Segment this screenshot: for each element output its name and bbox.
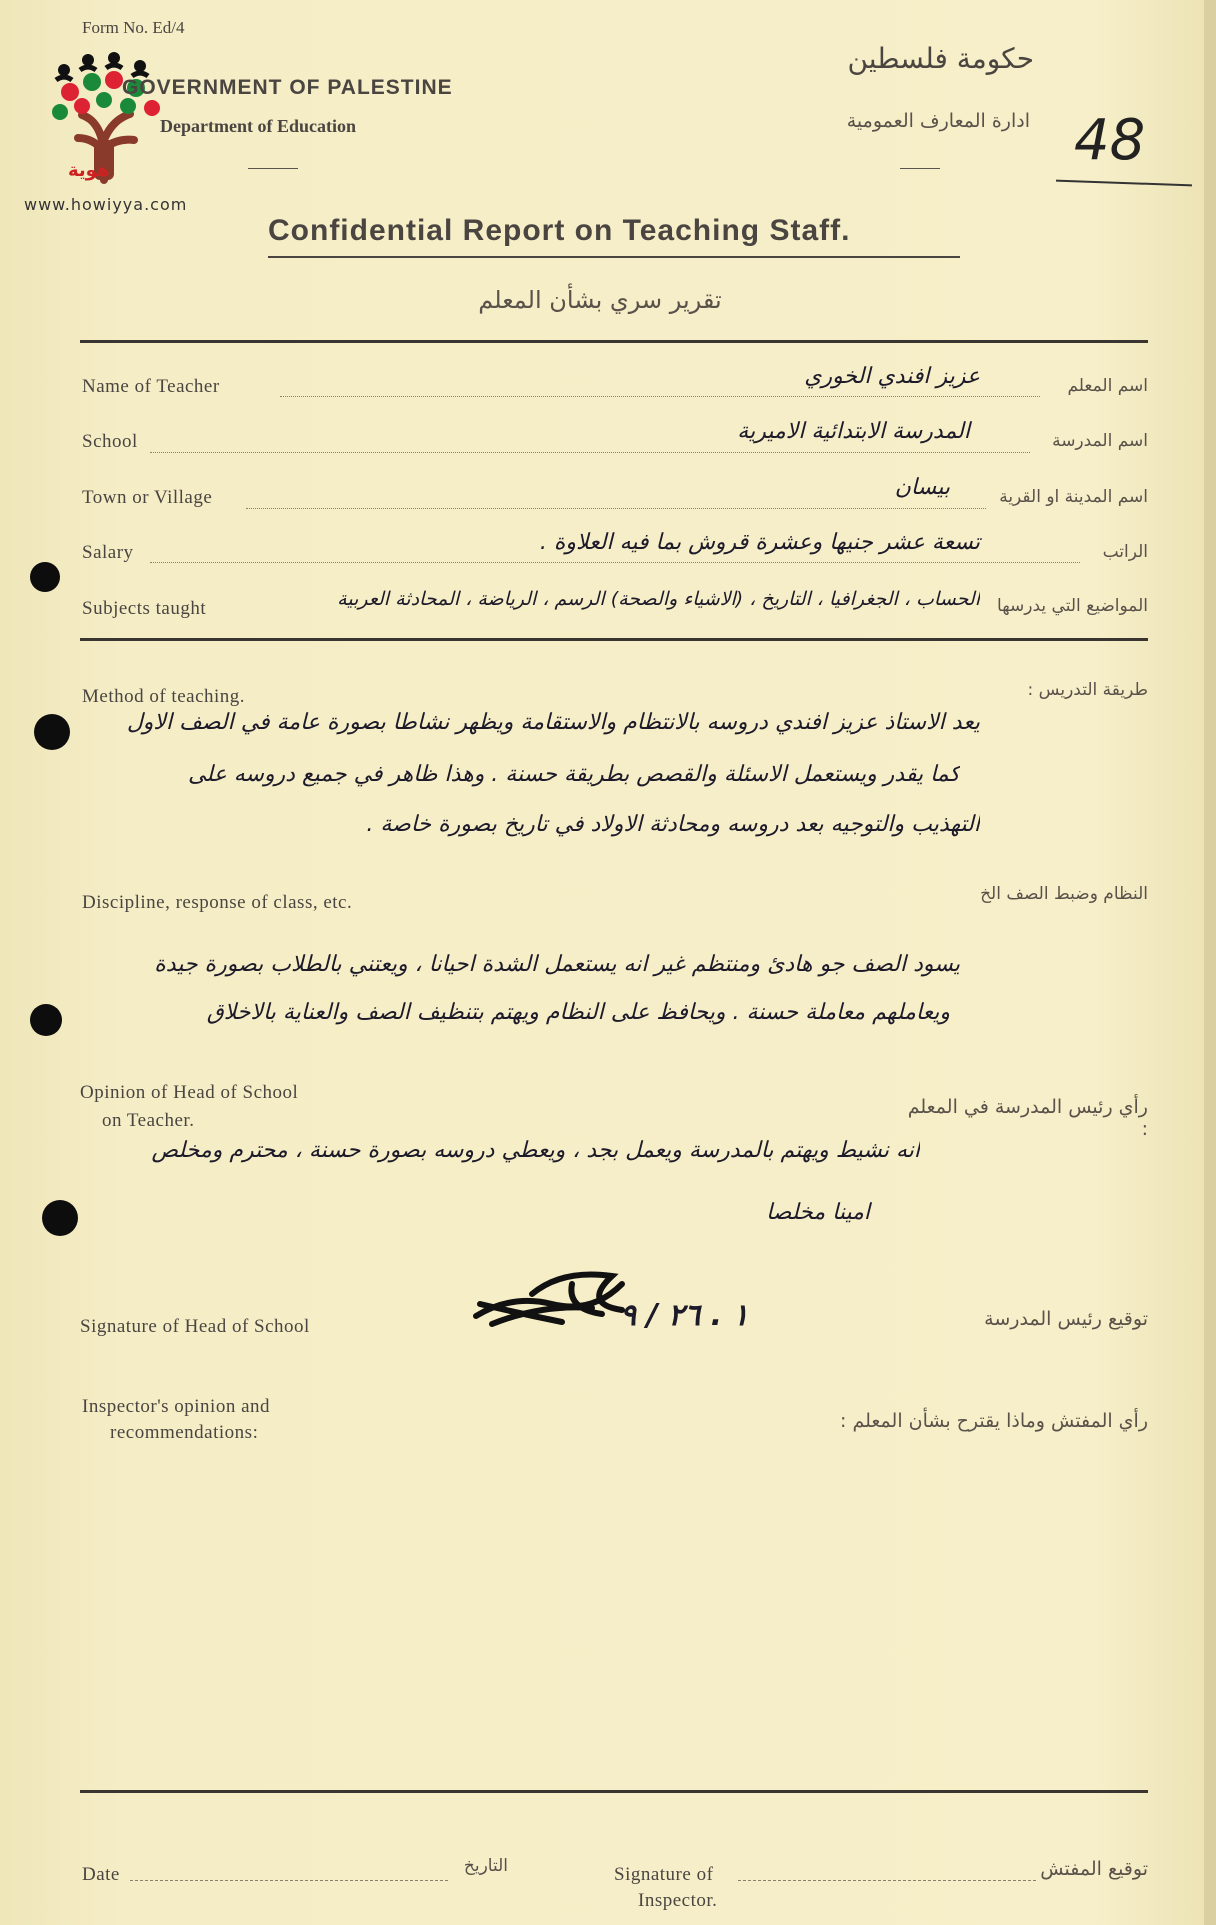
department-title: Department of Education [160, 116, 356, 136]
footer-date-line [130, 1880, 448, 1881]
report-title-ar: تقرير سري بشأن المعلم [478, 286, 722, 314]
field-line-name [280, 396, 1040, 397]
page-number: 48 [1074, 108, 1146, 173]
inspector-label-ar: رأي المفتش وماذا يقترح بشأن المعلم : [840, 1410, 1148, 1432]
logo-text: هوية [68, 160, 110, 181]
field-label-town: Town or Village [82, 487, 213, 508]
field-value-name: عزيز افندي الخوري [804, 364, 980, 389]
footer-date-label-ar: التاريخ [463, 1856, 508, 1876]
report-title: Confidential Report on Teaching Staff. [268, 214, 851, 247]
form-number: Form No. Ed/4 [82, 18, 185, 37]
field-line-salary [150, 562, 1080, 563]
field-value-salary: تسعة عشر جنيها وعشرة قروش بما فيه العلاوة . [539, 530, 980, 555]
government-title-ar: حكومة فلسطين [847, 42, 1034, 75]
method-line-1: يعد الاستاذ عزيز افندي دروسه بالانتظام والاستقامة ويظهر نشاطا بصورة عامة في الصف الاول [126, 710, 980, 735]
field-line-town [246, 508, 986, 509]
field-value-subjects: الحساب ، الجغرافيا ، التاريخ ، (الاشياء والصحة) الرسم ، الرياضة ، المحادثة العربية [337, 588, 980, 610]
head-signature-label: Signature of Head of School [80, 1316, 310, 1337]
punch-hole-2 [34, 714, 70, 750]
head-opinion-label-2: on Teacher. [102, 1110, 195, 1131]
government-title: GOVERNMENT OF PALESTINE [122, 76, 453, 99]
header-dash-left [248, 168, 298, 169]
method-line-2: كما يقدر ويستعمل الاسئلة والقصص بطريقة حسنة . وهذا ظاهر في جميع دروسه على [187, 762, 960, 787]
page-number-underline [1056, 180, 1192, 187]
footer-signature-label-ar: توقيع المفتش [1040, 1858, 1148, 1880]
inspector-label-1: Inspector's opinion and [82, 1396, 271, 1417]
method-line-3: التهذيب والتوجيه بعد دروسه ومحادثة الاولاد في تاريخ بصورة خاصة . [366, 812, 980, 837]
method-label-ar: طريقة التدريس : [1027, 680, 1148, 700]
department-title-ar: ادارة المعارف العمومية [846, 110, 1030, 132]
head-opinion-label-1: Opinion of Head of School [80, 1082, 299, 1103]
discipline-line-1: يسود الصف جو هادئ ومنتظم غير انه يستعمل الشدة احيانا ، ويعتني بالطلاب بصورة جيدة [154, 952, 960, 977]
inspector-label-2: recommendations: [110, 1422, 259, 1443]
field-label-salary-ar: الراتب [1102, 542, 1148, 562]
footer-signature-label-2: Inspector. [638, 1890, 718, 1911]
head-opinion-label-ar: رأي رئيس المدرسة في المعلم : [907, 1096, 1148, 1140]
punch-hole-4 [42, 1200, 78, 1236]
field-value-school: المدرسة الابتدائية الاميرية [737, 419, 970, 444]
footer-signature-label-1: Signature of [614, 1864, 714, 1885]
field-label-subjects-ar: المواضيع التي يدرسها [997, 596, 1148, 616]
top-divider [80, 340, 1148, 343]
header-dash-right [900, 168, 940, 169]
field-label-name: Name of Teacher [82, 376, 220, 397]
field-value-town: بيسان [894, 475, 950, 500]
discipline-line-2: ويعاملهم معاملة حسنة . ويحافظ على النظام ويهتم بتنظيف الصف والعناية بالاخلاق [206, 1000, 950, 1025]
head-signature-date: ١ . ٢٦ / ٩ [620, 1298, 749, 1333]
fields-divider [80, 638, 1148, 641]
footer-date-label: Date [82, 1864, 120, 1885]
bottom-divider [80, 1790, 1148, 1793]
field-label-school-ar: اسم المدرسة [1052, 431, 1148, 451]
field-label-town-ar: اسم المدينة او القرية [999, 487, 1148, 507]
field-line-school [150, 452, 1030, 453]
discipline-label: Discipline, response of class, etc. [82, 892, 353, 913]
head-opinion-line-2: امينا مخلصا [766, 1200, 870, 1225]
field-label-name-ar: اسم المعلم [1067, 376, 1148, 396]
method-label: Method of teaching. [82, 686, 246, 707]
head-signature-label-ar: توقيع رئيس المدرسة [984, 1308, 1148, 1330]
title-underline [268, 256, 960, 258]
watermark-url: www.howiyya.com [24, 195, 188, 214]
punch-hole-3 [30, 1004, 62, 1036]
field-label-subjects: Subjects taught [82, 598, 207, 619]
punch-hole-1 [30, 562, 60, 592]
discipline-label-ar: النظام وضبط الصف الخ [980, 884, 1148, 904]
field-label-salary: Salary [82, 542, 134, 563]
field-label-school: School [82, 431, 138, 452]
footer-signature-line [738, 1880, 1036, 1881]
page-edge [1204, 0, 1216, 1925]
head-opinion-line-1: انه نشيط ويهتم بالمدرسة ويعمل بجد ، ويعطي دروسه بصورة حسنة ، محترم ومخلص [151, 1138, 920, 1163]
